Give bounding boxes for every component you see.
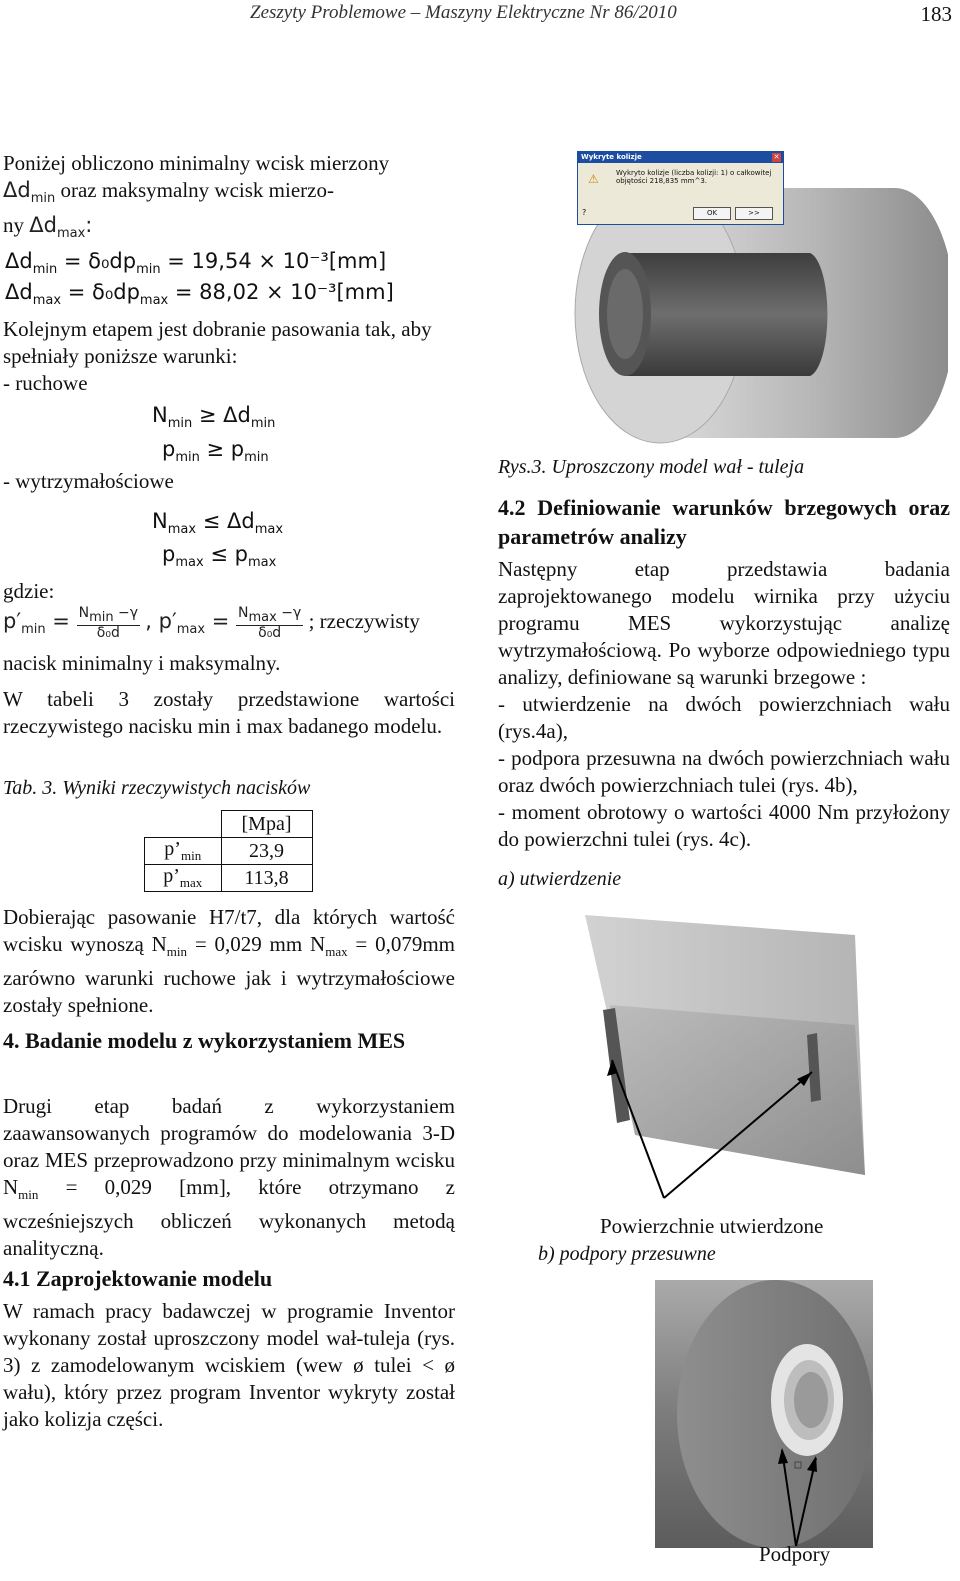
equation-dmax: $\Delta d_{max} = \delta_0dp_{max} = 88,02 \times 10^{-3}[mm]$ — [5, 280, 394, 309]
condition-strength-2: $p_{max} \le p_{max}$ — [162, 542, 277, 571]
dialog-message: Wykryto kolizje (liczba kolizji: 1) o całkowitej objętości 218,835 mm^3. — [616, 169, 772, 185]
delta-dmax-symbol: $\Delta d_{max}$: — [29, 213, 93, 242]
figure-4a-caption: a) utwierdzenie — [498, 868, 622, 890]
figure-3-caption: Rys.3. Uproszczony model wał - tuleja — [498, 456, 805, 478]
condition-motion-1: $N_{min} \ge \Delta d_{min}$ — [152, 403, 276, 432]
intro-paragraph: Poniżej obliczono minimalny wcisk mierzony $\Delta d_{min}$ oraz maksymalny wcisk mierzo- ny $\Delta d_{max}$: — [3, 151, 390, 242]
condition-motion-2: $p_{min} \ge p_{min}$ — [162, 437, 269, 466]
fixed-surfaces-arrows — [590, 1040, 830, 1210]
strength-label: - wytrzymałościowe — [3, 469, 174, 493]
conditions-intro: Kolejnym etapem jest dobranie pasowania tak, aby spełniały poniższe warunki: - ruchowe — [3, 317, 432, 395]
label-supports: Podpory — [759, 1542, 831, 1566]
section-42-heading: 4.2 Definiowanie warunków brzegowych oraz parametrów analizy — [498, 495, 950, 549]
figure-3 — [565, 148, 948, 448]
results-table — [144, 810, 313, 892]
supports-arrows — [760, 1440, 840, 1550]
unit-cell: [Mpa] — [221, 811, 312, 838]
table-row: $p’_{max}$ 113,8 — [145, 865, 313, 892]
table-caption: Tab. 3. Wyniki rzeczywistych nacisków — [3, 777, 311, 799]
delta-dmin-symbol: $\Delta d_{min}$ — [3, 178, 56, 207]
section-42-paragraph: Następny etap przedstawia badania zaprojektowanego modelu wirnika przy użyciu programu MES wykorzystując analizę wytrzymałościową. Po wyborze odpowiedniego typu analizy, definiowane są warunki brzegowe : - utwierdzenie na dwóch powierzchniach wału (rys.4a), - podpora przesuwna na dwóch powierzchniach wału oraz dwóch powierzchniach tulei (rys. 4b), - moment obrotowy o wartości 4000 Nm przyłożony do powierzchni tulei (rys. 4c). — [498, 557, 950, 851]
bullet-torque: - moment obrotowy o wartości 4000 Nm przyłożony do powierzchni tulei (rys. 4c). — [498, 800, 950, 851]
bullet-fixed: - utwierdzenie na dwóch powierzchniach wału (rys.4a), — [498, 692, 950, 743]
close-icon[interactable]: ✕ — [773, 153, 780, 161]
figure-4b-caption: b) podpory przesuwne — [538, 1243, 716, 1265]
pressure-description: nacisk minimalny i maksymalny. — [3, 651, 281, 675]
ok-button[interactable]: OK — [693, 207, 731, 220]
table-header-row — [145, 811, 313, 838]
warning-icon: ⚠ — [588, 172, 599, 186]
table-intro: W tabeli 3 zostały przedstawione wartości rzeczywistego nacisku min i max badanego modelu. — [3, 687, 455, 738]
help-icon[interactable]: ? — [582, 208, 587, 217]
condition-strength-1: $N_{max} \le \Delta d_{max}$ — [152, 509, 284, 538]
label-fixed-surfaces: Powierzchnie utwierdzone — [600, 1214, 824, 1238]
bullet-supports: - podpora przesuwna na dwóch powierzchniach wału oraz dwóch powierzchniach tulei (rys. 4b), — [498, 746, 950, 797]
journal-header: Zeszyty Problemowe – Maszyny Elektryczne Nr 86/2010 — [250, 2, 677, 23]
section-41-heading: 4.1 Zaprojektowanie modelu — [3, 1266, 273, 1291]
next-button[interactable]: >> — [735, 207, 773, 220]
section-41-paragraph: W ramach pracy badawczej w programie Inventor wykonany został uproszczony model wał-tuleja (rys. 3) z zamodelowanym wciskiem (wew ø tulei < ø wału), który przez program Inventor wykryty został jako kolizja części. — [3, 1299, 455, 1431]
dialog-title: Wykryte kolizje — [578, 152, 783, 163]
section-4-heading: 4. Badanie modelu z wykorzystaniem MES — [3, 1028, 406, 1053]
page-number: 183 — [920, 2, 952, 26]
table-row: $p’_{min}$ 23,9 — [145, 838, 313, 865]
collision-dialog — [577, 151, 784, 225]
section-4-paragraph: Drugi etap badań z wykorzystaniem zaawansowanych programów do modelowania 3-D oraz MES przeprowadzono przy minimalnym wcisku $N_{min} = 0,029$ [mm], które otrzymano z wcześniejszych obliczeń wykonanych metodą analityczną. — [3, 1094, 455, 1261]
gdzie-label: gdzie: — [3, 579, 55, 603]
fit-paragraph: Dobierając pasowanie H7/t7, dla których wartość wcisku wynoszą $N_{min} = 0,029$ mm $N_{max} = 0,079mm$ zarówno warunki ruchowe jak i wytrzymałościowe zostały spełnione. — [3, 905, 456, 1018]
equation-dmin: $\Delta d_{min} = \delta_0dp_{min} = 19,54 \times 10^{-3}[mm]$ — [5, 249, 387, 278]
pressure-definitions: $p'_{min}$ = $\frac{N_{min} -\gamma}{\text{δ₀d}}$ , $p'_{max}$ = $\frac{N_{max} -\gamma}{\text{δ₀d}}$ ; rzeczywisty — [3, 604, 420, 641]
